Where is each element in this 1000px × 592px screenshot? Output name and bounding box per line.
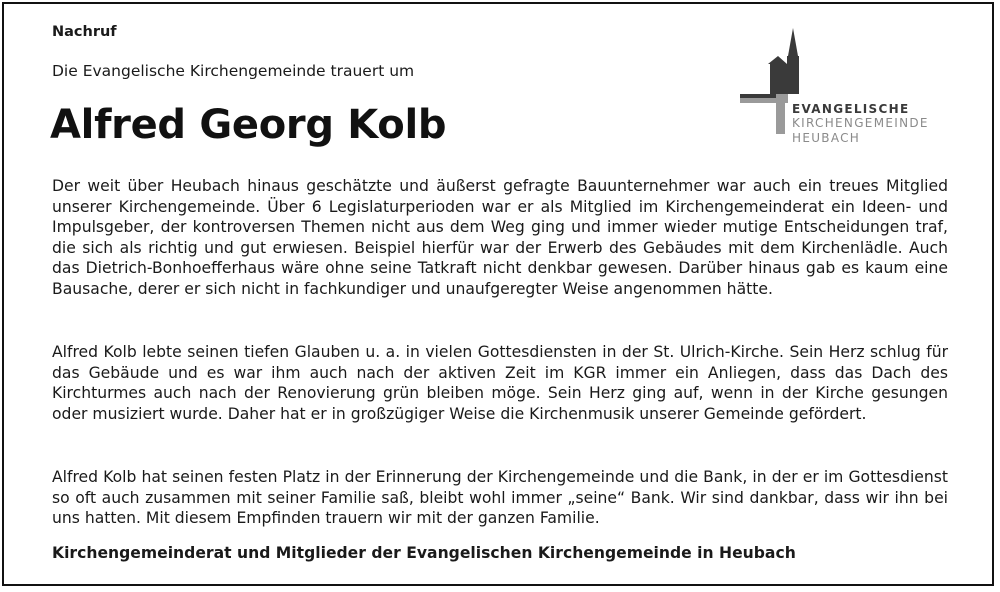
logo-line-2: KIRCHENGEMEINDE xyxy=(792,116,929,130)
deceased-name: Alfred Georg Kolb xyxy=(50,102,447,148)
paragraph-3: Alfred Kolb hat seinen festen Platz in der Erinnerung der Kirchengemeinde und die Bank, in der er im Gottesdienst so oft auch zusammen mit seiner Familie saß, bleibt wohl immer „seine“ Bank. Wir sind dankbar, dass wir ihn bei uns hatten. Mit diesem Empfinden trauern wir mit der ganzen Familie. xyxy=(52,468,948,528)
cross-arm-dark xyxy=(740,94,776,98)
obituary-label: Nachruf xyxy=(52,24,117,40)
logo-line-1: EVANGELISCHE xyxy=(792,102,910,116)
church-spire xyxy=(788,28,798,56)
intro-text: Die Evangelische Kirchengemeinde trauert um xyxy=(52,62,415,80)
logo-line-3: HEUBACH xyxy=(792,131,861,145)
cross-vertical xyxy=(776,94,785,134)
paragraph-2: Alfred Kolb lebte seinen tiefen Glauben u. a. in vielen Gottesdiensten in der St. Ulrich-Kirche. Sein Herz schlug für das Gebäude und es war ihm auch nach der aktiven Zeit im KGR immer ein Anliegen, dass das Dach des Kirchturmes auch nach der Renovierung grün bleiben möge. Sein Herz ging auf, wenn in der Kirche gesungen oder musiziert wurde. Daher hat er in großzügiger Weise die Kirchenmusik unserer Gemeinde gefördert. xyxy=(52,343,948,423)
signature: Kirchengemeinderat und Mitglieder der Evangelischen Kirchengemeinde in Heubach xyxy=(52,544,796,562)
paragraph-1: Der weit über Heubach hinaus geschätzte und äußerst gefragte Bauunternehmer war auch ein treues Mitglied unserer Kirchengemeinde. Über 6 Legislaturperioden war er als Mitglied im Kirchengemeinderat ein Ideen- und Impulsgeber, der kontroversen Themen nicht aus dem Weg ging und immer wieder mutige Entscheidungen traf, die sich als richtig und gut erwiesen. Beispiel hierfür war der Erwerb des Gebäudes mit dem Kirchenlädle. Auch das Dietrich-Bonhoefferhaus wäre ohne seine Tatkraft nicht denkbar gewesen. Darüber hinaus gab es kaum eine Bausache, derer er sich nicht in fachkundiger und unaufgeregter Weise angenommen hätte. xyxy=(52,177,948,298)
church-nave xyxy=(770,64,787,94)
church-tower xyxy=(787,56,799,94)
church-roof xyxy=(768,56,787,64)
